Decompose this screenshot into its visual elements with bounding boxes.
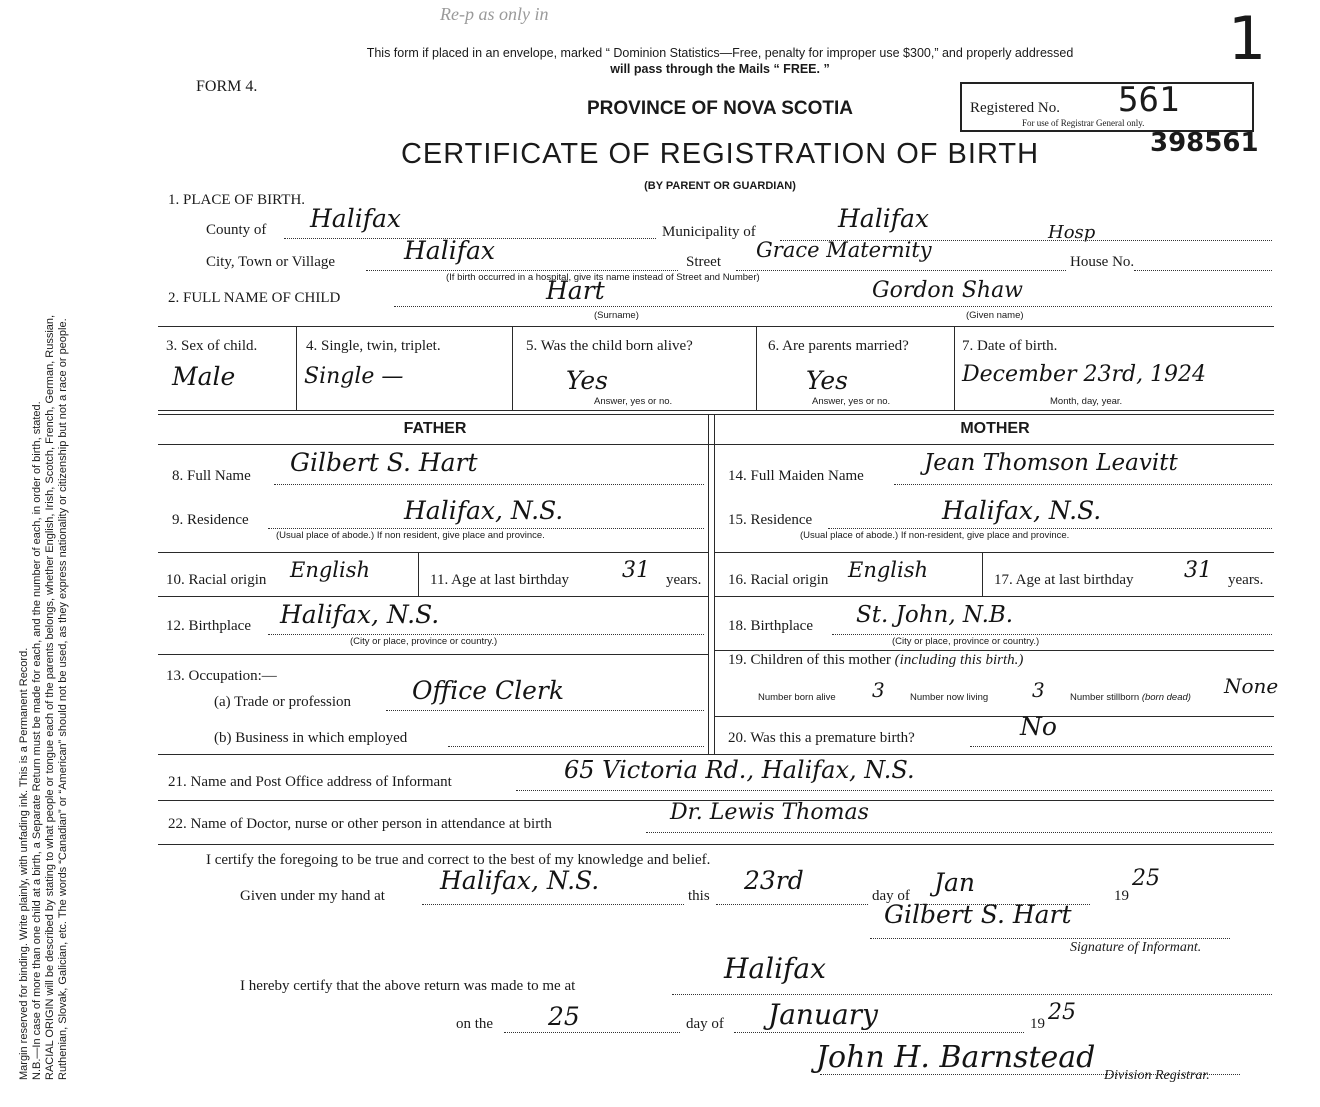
children-label-text: 19. Children of this mother (728, 652, 891, 668)
given-label: Given under my hand at (240, 888, 385, 904)
alive-label: 5. Was the child born alive? (526, 338, 693, 354)
mother-race-label: 16. Racial origin (728, 572, 829, 588)
cert-month-value: Jan (934, 868, 976, 897)
dob-label: 7. Date of birth. (962, 338, 1058, 354)
stillborn-value: None (1224, 674, 1279, 698)
corner-mark: 1 (1228, 4, 1267, 74)
cert-year-prefix: 19 (1114, 888, 1129, 904)
stillborn-label (1070, 692, 1191, 703)
registrar-day-of-label: day of (686, 1016, 724, 1032)
alive-value: Yes (566, 366, 608, 395)
mother-birthplace-value: St. John, N.B. (856, 602, 1014, 628)
city-label: City, Town or Village (206, 254, 336, 270)
mother-heading: MOTHER (960, 420, 1030, 437)
postal-notice-2: will pass through the Mails “ FREE. ” (610, 62, 830, 76)
given-place: Halifax, N.S. (440, 866, 600, 895)
county-value: Halifax (310, 204, 401, 233)
mother-age-label: 17. Age at last birthday (994, 572, 1134, 588)
registrar-month-value: January (768, 998, 878, 1031)
stillborn-note: (born dead) (1141, 692, 1191, 703)
father-residence-label: 9. Residence (172, 512, 249, 528)
stillborn-label-text: Number stillborn (1070, 692, 1140, 703)
informant-signature-caption: Signature of Informant. (1070, 940, 1202, 955)
given-caption: (Given name) (966, 310, 1024, 321)
registrar-year-prefix: 19 (1030, 1016, 1045, 1032)
municipality-value: Halifax (838, 204, 929, 233)
sex-value: Male (172, 362, 236, 391)
married-value: Yes (806, 366, 848, 395)
father-name-label: 8. Full Name (172, 468, 251, 484)
father-race-label: 10. Racial origin (166, 572, 267, 588)
father-heading: FATHER (403, 420, 467, 437)
children-note: (including this birth.) (894, 652, 1024, 668)
father-years-label: years. (666, 572, 702, 588)
margin-notes (18, 0, 70, 1080)
informant-label: 21. Name and Post Office address of Informant (168, 774, 452, 790)
informant-value: 65 Victoria Rd., Halifax, N.S. (564, 756, 915, 784)
child-surname: Hart (546, 276, 605, 305)
married-caption: Answer, yes or no. (812, 396, 891, 407)
occupation-label: 13. Occupation:— (166, 668, 277, 684)
father-residence-caption: (Usual place of abode.) If non resident, give place and province. (276, 530, 545, 541)
registered-label: Registered No. (970, 100, 1060, 116)
child-given-name: Gordon Shaw (872, 278, 1024, 303)
father-name-value: Gilbert S. Hart (290, 448, 478, 477)
mother-residence-label: 15. Residence (728, 512, 813, 528)
trade-value: Office Clerk (412, 676, 564, 705)
registrar-day-value: 25 (548, 1002, 580, 1031)
certification-statement: I certify the foregoing to be true and correct to the best of my knowledge and belief. (206, 852, 711, 868)
children-label (728, 652, 1023, 669)
mother-race-value: English (848, 558, 929, 582)
now-living-label: Number now living (910, 692, 989, 703)
premature-value: No (1020, 712, 1057, 741)
sex-label: 3. Sex of child. (166, 338, 258, 354)
registrar-statement: I hereby certify that the above return was made to me at (240, 978, 576, 994)
plurality-label: 4. Single, twin, triplet. (306, 338, 441, 354)
registrar-year-value: 25 (1048, 1000, 1076, 1025)
doctor-label: 22. Name of Doctor, nurse or other person in attendance at birth (168, 816, 552, 832)
mother-age-value: 31 (1184, 558, 1212, 583)
born-alive-value: 3 (872, 678, 885, 702)
page-subtitle: (BY PARENT OR GUARDIAN) (644, 180, 796, 192)
street-value: Grace Maternity (756, 238, 932, 262)
married-label: 6. Are parents married? (768, 338, 909, 354)
plurality-value: Single — (304, 364, 404, 389)
surname-caption: (Surname) (594, 310, 639, 321)
registrar-note: For use of Registrar General only. (1022, 118, 1145, 128)
page-title: CERTIFICATE OF REGISTRATION OF BIRTH (400, 138, 1040, 170)
doctor-value: Dr. Lewis Thomas (670, 800, 869, 825)
margin-note-1: Margin reserved for binding. Write plainly, with unfading ink. This is a Permanent Record. (18, 647, 30, 1080)
stamp-number: 398561 (1150, 128, 1259, 158)
cert-day-value: 23rd (744, 866, 804, 895)
premature-label: 20. Was this a premature birth? (728, 730, 915, 746)
mother-years-label: years. (1228, 572, 1264, 588)
registered-box (960, 82, 1254, 132)
born-alive-label: Number born alive (758, 692, 836, 703)
county-label: County of (206, 222, 267, 238)
street-label: Street (686, 254, 721, 270)
postal-notice-1: This form if placed in an envelope, marked “ Dominion Statistics—Free, penalty for improper use $300,” and properly addressed (366, 46, 1074, 60)
municipality-label: Municipality of (662, 224, 756, 240)
father-age-label: 11. Age at last birthday (430, 572, 569, 588)
mother-birthplace-caption: (City or place, province or country.) (892, 636, 1040, 647)
province-heading: PROVINCE OF NOVA SCOTIA (586, 98, 854, 119)
form-number: FORM 4. (196, 78, 258, 95)
trade-label: (a) Trade or profession (214, 694, 352, 710)
registrar-signature-caption: Division Registrar. (1104, 1068, 1210, 1083)
mother-birthplace-label: 18. Birthplace (728, 618, 813, 634)
city-value: Halifax (404, 236, 495, 265)
father-residence-value: Halifax, N.S. (404, 496, 564, 525)
cert-year-value: 25 (1132, 866, 1160, 891)
hosp-value: Hosp (1048, 222, 1096, 243)
alive-caption: Answer, yes or no. (594, 396, 673, 407)
father-birthplace-value: Halifax, N.S. (280, 600, 440, 629)
place-of-birth-heading: 1. PLACE OF BIRTH. (168, 192, 306, 208)
father-race-value: English (290, 558, 371, 582)
father-age-value: 31 (622, 558, 650, 583)
father-birthplace-label: 12. Birthplace (166, 618, 251, 634)
pencil-note: Re-p as only in (440, 4, 549, 24)
hospital-note: (If birth occurred in a hospital, give its name instead of Street and Number) (446, 272, 760, 283)
on-the-label: on the (456, 1016, 494, 1032)
registrar-place: Halifax (724, 952, 826, 985)
mother-name-label: 14. Full Maiden Name (728, 468, 864, 484)
mother-residence-value: Halifax, N.S. (942, 496, 1102, 525)
father-birthplace-caption: (City or place, province or country.) (350, 636, 498, 647)
house-label: House No. (1070, 254, 1135, 270)
margin-note-4: Ruthenian, Slovak, Galician, etc. The words “Canadian” or “American” should not be used, as they express nationality or citizenship but not a race or people. (57, 318, 69, 1080)
registered-number: 561 (1118, 80, 1180, 120)
child-name-label: 2. FULL NAME OF CHILD (168, 290, 341, 306)
cert-day-of-label: day of (872, 888, 910, 904)
registrar-signature: John H. Barnstead (816, 1040, 1096, 1075)
dob-caption: Month, day, year. (1050, 396, 1123, 407)
this-label: this (688, 888, 710, 904)
mother-name-value: Jean Thomson Leavitt (924, 450, 1178, 476)
margin-note-3: RACIAL ORIGIN will be described by stating to what people or tongue each of the parents belongs, whether English, Irish, Scotch, French, German, Russian, (44, 314, 56, 1080)
margin-note-2: N.B.—In case of more than one child at a birth, a Separate Return must be made for each, and the number of each, in order of birth, stated. (31, 401, 43, 1080)
business-label: (b) Business in which employed (214, 730, 408, 746)
dob-value: December 23rd, 1924 (962, 362, 1207, 387)
now-living-value: 3 (1032, 678, 1045, 702)
mother-residence-caption: (Usual place of abode.) If non-resident, give place and province. (800, 530, 1070, 541)
informant-signature: Gilbert S. Hart (884, 900, 1072, 929)
